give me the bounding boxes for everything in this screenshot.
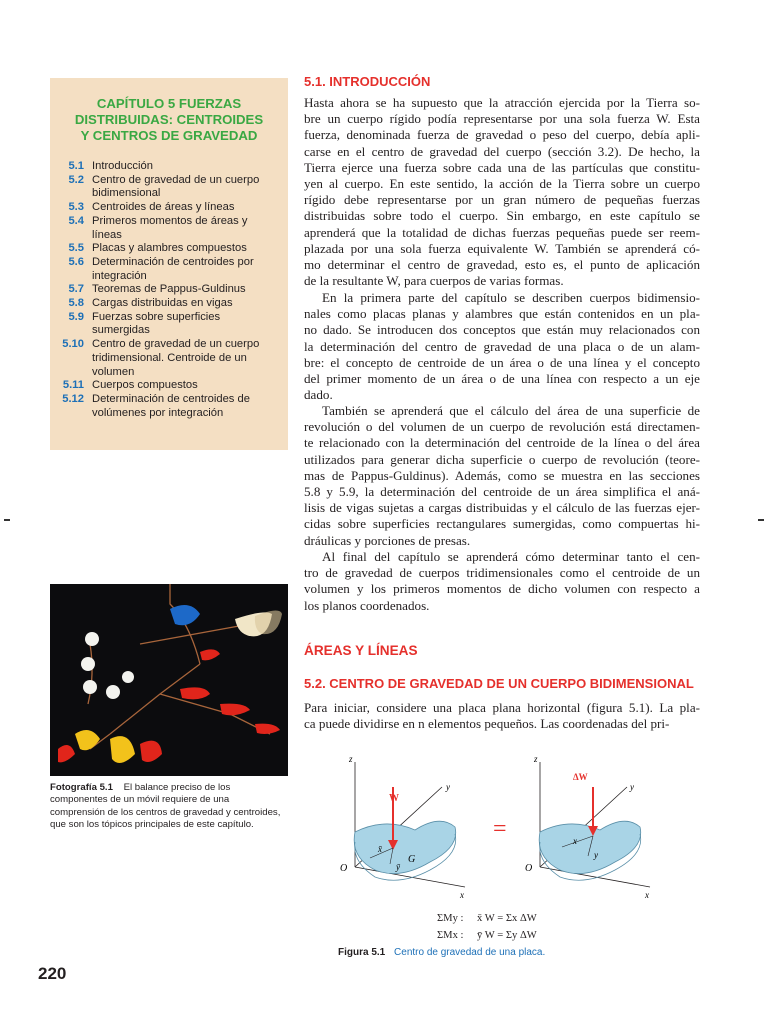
right-plate-group — [525, 754, 650, 900]
toc-item-number: 5.3 — [68, 201, 84, 214]
toc-item — [58, 297, 280, 311]
label-O-left: O — [340, 863, 348, 874]
label-x-small: x — [573, 836, 577, 846]
label-W: W — [389, 793, 399, 804]
formula-mx: ΣMx : ȳ W = Σy ΔW — [437, 930, 537, 941]
paragraph-line: mo determinar el centro de gravedad, esto es, el punto de aplicación — [304, 257, 700, 273]
toc-item-number: 5.7 — [68, 283, 84, 296]
chapter-title: CAPÍTULO 5 FUERZAS DISTRIBUIDAS: CENTROIDES Y CENTROS DE GRAVEDAD — [74, 96, 264, 143]
paragraph-line: revolución o del volumen de un cuerpo de revolución está directamen- — [304, 419, 700, 435]
paragraph-line: no dado. Se introducen dos conceptos que están muy relacionados con — [304, 322, 700, 338]
toc-item — [58, 215, 280, 242]
toc-item — [58, 379, 280, 393]
toc-item-text: Introducción — [92, 160, 153, 172]
toc-item-number: 5.12 — [62, 392, 84, 405]
label-y-right: y — [630, 782, 634, 792]
toc-item — [58, 311, 280, 338]
toc-item-number: 5.1 — [68, 160, 84, 172]
paragraph-line: Hasta ahora se ha supuesto que la atracción ejercida por la Tierra so- — [304, 95, 700, 110]
toc-list — [58, 160, 280, 420]
paragraph-line: Tierra ejerce una fuerza sobre cada una de las partículas que constitu- — [304, 159, 700, 175]
photo-caption-text: El balance preciso de los componentes de un móvil requiere de una comprensión de los centros de gravedad y centroides, que son los tópicos principales de este capítulo. — [50, 782, 281, 830]
paragraph-line: Para iniciar, considere una placa plana horizontal (figura 5.1). La pla- — [304, 700, 700, 715]
toc-item-number: 5.8 — [68, 297, 84, 310]
paragraph-line: de la resultante W, para cuerpos de varias formas. — [304, 273, 564, 289]
toc-item — [58, 174, 280, 201]
toc-item-text: Cuerpos compuestos — [92, 379, 198, 392]
paragraph-line: los planos coordenados. — [304, 597, 430, 613]
toc-item-text: Centro de gravedad de un cuerpo tridimensional. Centroide de un volumen — [92, 338, 260, 378]
figure-caption-text: Centro de gravedad de una placa. — [394, 947, 546, 958]
label-delta-W: ΔW — [573, 772, 588, 782]
toc-item — [58, 338, 280, 379]
paragraph-line: 5.8 y 5.9, la determinación del centroide de un área simplifica el aná- — [304, 484, 700, 500]
toc-item-text: Centroides de áreas y líneas — [92, 201, 235, 214]
paragraph-line: distribuidas sobre todo el cuerpo. Sin embargo, en este capítulo se — [304, 208, 700, 224]
crop-mark-right — [758, 519, 764, 521]
label-ybar-left: ȳ — [396, 862, 400, 872]
paragraph-line: También se aprenderá que el cálculo del área de una superficie de — [322, 403, 700, 418]
toc-item — [58, 256, 280, 283]
photo-caption — [50, 782, 286, 831]
figure-caption — [338, 947, 545, 958]
label-z-right: z — [534, 754, 538, 764]
toc-item-text: Primeros momentos de áreas y líneas — [92, 214, 248, 241]
toc-item-text: Fuerzas sobre superficies sumergidas — [92, 310, 221, 337]
paragraph-line: cidas sobre superficies rectangulares sumergidas, como compuertas hi- — [304, 516, 700, 532]
toc-item — [58, 283, 280, 297]
paragraph-line: dado. — [304, 387, 333, 403]
paragraph-line: bre un cuerpo rígido podía representarse por una sola fuerza W. Esta — [304, 111, 700, 127]
label-x-right: x — [645, 890, 649, 900]
paragraph-line: volumen y los primeros momentos de dicho volumen con respecto a — [304, 581, 700, 597]
toc-item — [58, 160, 280, 174]
toc-item-number: 5.2 — [68, 173, 84, 186]
page-number: 220 — [38, 964, 67, 983]
photo-caption-label: Fotografía 5.1 — [50, 782, 113, 793]
paragraph-line: aprenderá que la totalidad de dichas fuerzas pequeñas puede ser reem- — [304, 224, 700, 240]
paragraph-5 — [304, 700, 700, 732]
paragraph-line: ca puede dividirse en n elementos pequeños. Las coordenadas del pri- — [304, 716, 670, 732]
paragraph-2 — [304, 290, 700, 403]
figure-formulas — [437, 910, 537, 944]
label-O-right: O — [525, 863, 533, 874]
equals-sign: = — [493, 816, 507, 842]
toc-item-text: Centro de gravedad de un cuerpo bidimensional — [92, 173, 260, 200]
toc-item — [58, 393, 280, 420]
label-y-small: y — [594, 850, 598, 860]
section-heading-centro: 5.2. CENTRO DE GRAVEDAD DE UN CUERPO BIDIMENSIONAL — [304, 676, 694, 691]
paragraph-line: yen al cuerpo. En este sentido, la acción de la Tierra sobre un cuerpo — [304, 176, 700, 192]
toc-item-number: 5.11 — [62, 379, 84, 392]
paragraph-line: dráulicas y porciones de presas. — [304, 532, 471, 548]
section-heading-intro: 5.1. INTRODUCCIÓN — [304, 74, 431, 89]
toc-item-number: 5.9 — [68, 310, 84, 323]
figure-5-1-diagram — [330, 752, 710, 912]
toc-item-text: Determinación de centroides por integración — [92, 255, 254, 282]
toc-item-text: Placas y alambres compuestos — [92, 242, 247, 255]
paragraph-1 — [304, 95, 700, 289]
label-x-left: x — [460, 890, 464, 900]
toc-item-number: 5.4 — [68, 214, 84, 227]
paragraph-line: plazada por una sola fuerza equivalente W. También se aprenderá có- — [304, 240, 700, 256]
label-G: G — [408, 854, 416, 865]
paragraph-3 — [304, 403, 700, 549]
paragraph-line: la determinación del centro de gravedad de una placa o de un alam- — [304, 338, 700, 354]
toc-item — [58, 201, 280, 215]
paragraph-line: carse en el centro de gravedad del cuerpo (sección 3.2). De hecho, la — [304, 143, 700, 159]
left-plate-group — [340, 754, 465, 900]
paragraph-line: tro de gravedad de cuerpos tridimensionales como el centroide de un — [304, 565, 700, 581]
toc-item — [58, 242, 280, 256]
paragraph-line: bre: el concepto de centroide de un área o de una línea y el concepto — [304, 354, 700, 370]
paragraph-line: del primer momento de un área o de una línea con respecto a un eje — [304, 371, 700, 387]
paragraph-line: mas de Pappus-Guldinus). Además, como se muestra en las secciones — [304, 467, 700, 483]
paragraph-4 — [304, 549, 700, 614]
paragraph-line: fuerza, denominada fuerza de gravedad o peso del cuerpo, debía apli- — [304, 127, 700, 143]
toc-item-text: Determinación de centroides de volúmenes por integración — [92, 392, 250, 419]
paragraph-line: te relacionado con la determinación del centroide de la línea o del área — [304, 435, 700, 451]
paragraph-line: rígido debe representarse por un gran número de pequeñas fuerzas — [304, 192, 700, 208]
paragraph-line: En la primera parte del capítulo se describen cuerpos bidimensio- — [322, 290, 700, 305]
toc-item-text: Cargas distribuidas en vigas — [92, 297, 233, 310]
section-heading-areas: ÁREAS Y LÍNEAS — [304, 643, 418, 658]
toc-item-text: Teoremas de Pappus-Guldinus — [92, 283, 246, 296]
chapter-toc-box — [50, 78, 288, 450]
paragraph-line: Al final del capítulo se aprenderá cómo determinar tanto el cen- — [322, 549, 700, 564]
mobile-sculpture-photo — [50, 584, 288, 776]
paragraph-line: nales como placas planas y alambres que están contenidos en un pla- — [304, 306, 700, 322]
formula-my: ΣMy : x̄ W = Σx ΔW — [437, 913, 537, 924]
label-z-left: z — [349, 754, 353, 764]
figure-caption-label: Figura 5.1 — [338, 947, 386, 958]
toc-item-number: 5.6 — [68, 255, 84, 268]
label-y-left: y — [446, 782, 450, 792]
paragraph-line: utilizados para generar dicha superficie o cuerpo de revolución (teore- — [304, 451, 700, 467]
toc-item-number: 5.10 — [62, 338, 84, 351]
toc-item-number: 5.5 — [68, 242, 84, 255]
crop-mark-left — [4, 519, 10, 521]
label-xbar-left: x̄ — [378, 844, 382, 854]
paragraph-line: lisis de vigas sujetas a cargas distribuidas y el cálculo de las fuerzas ejer- — [304, 500, 700, 516]
